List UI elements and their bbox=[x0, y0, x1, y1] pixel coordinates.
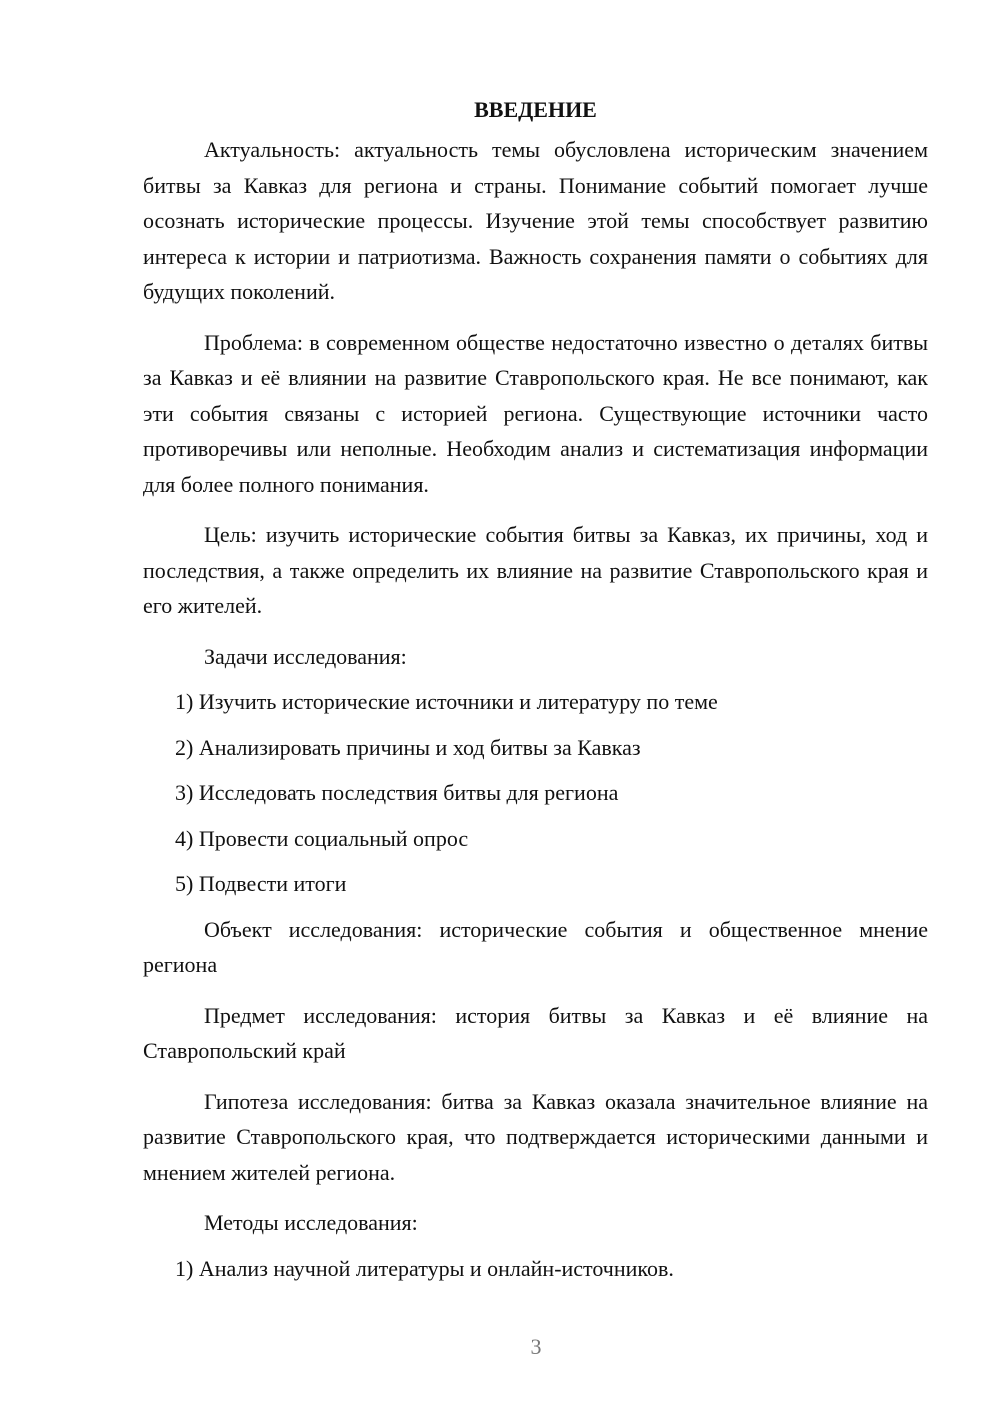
tasks-label: Задачи исследования: bbox=[204, 643, 407, 669]
list-item: 2) Анализировать причины и ход битвы за Кавказ bbox=[175, 734, 641, 760]
list-item: 4) Провести социальный опрос bbox=[175, 825, 469, 851]
list-item: 1) Анализ научной литературы и онлайн-источников. bbox=[175, 1255, 674, 1281]
methods-list bbox=[143, 1251, 928, 1287]
goal-paragraph: Цель: изучить исторические события битвы за Кавказ, их причины, ход и последствия, а также определить их влияние на развитие Ставропольского края и его жителей. bbox=[143, 522, 928, 618]
subject-paragraph: Предмет исследования: история битвы за Кавказ и её влияние на Ставропольский край bbox=[143, 1002, 928, 1063]
section-heading: ВВЕДЕНИЕ bbox=[474, 97, 597, 122]
object-paragraph: Объект исследования: исторические события и общественное мнение региона bbox=[143, 916, 928, 977]
methods-label: Методы исследования: bbox=[204, 1210, 418, 1235]
tasks-list bbox=[143, 684, 928, 902]
page-number: 3 bbox=[530, 1334, 542, 1359]
list-item: 1) Изучить исторические источники и литературу по теме bbox=[175, 689, 718, 714]
relevance-paragraph: Актуальность: актуальность темы обусловлена историческим значением битвы за Кавказ для региона и страны. Понимание событий помогает лучше осознать исторические процессы. Изучение этой темы способствует развитию интереса к истории и патриотизма. Важность сохранения памяти о событиях для будущих поколений. bbox=[143, 137, 928, 304]
hypothesis-paragraph: Гипотеза исследования: битва за Кавказ оказала значительное влияние на развитие Ставропольского края, что подтверждается историческими данными и мнением жителей региона. bbox=[143, 1088, 928, 1185]
problem-paragraph: Проблема: в современном обществе недостаточно известно о деталях битвы за Кавказ и её влиянии на развитие Ставропольского края. Не все понимают, как эти события связаны с историей региона. Существующие источники часто противоречивы или неполные. Необходим анализ и систематизация информации для более полного понимания. bbox=[143, 329, 928, 497]
page-content bbox=[143, 88, 928, 1296]
list-item: 3) Исследовать последствия битвы для региона bbox=[175, 780, 619, 805]
list-item: 5) Подвести итоги bbox=[175, 871, 347, 896]
